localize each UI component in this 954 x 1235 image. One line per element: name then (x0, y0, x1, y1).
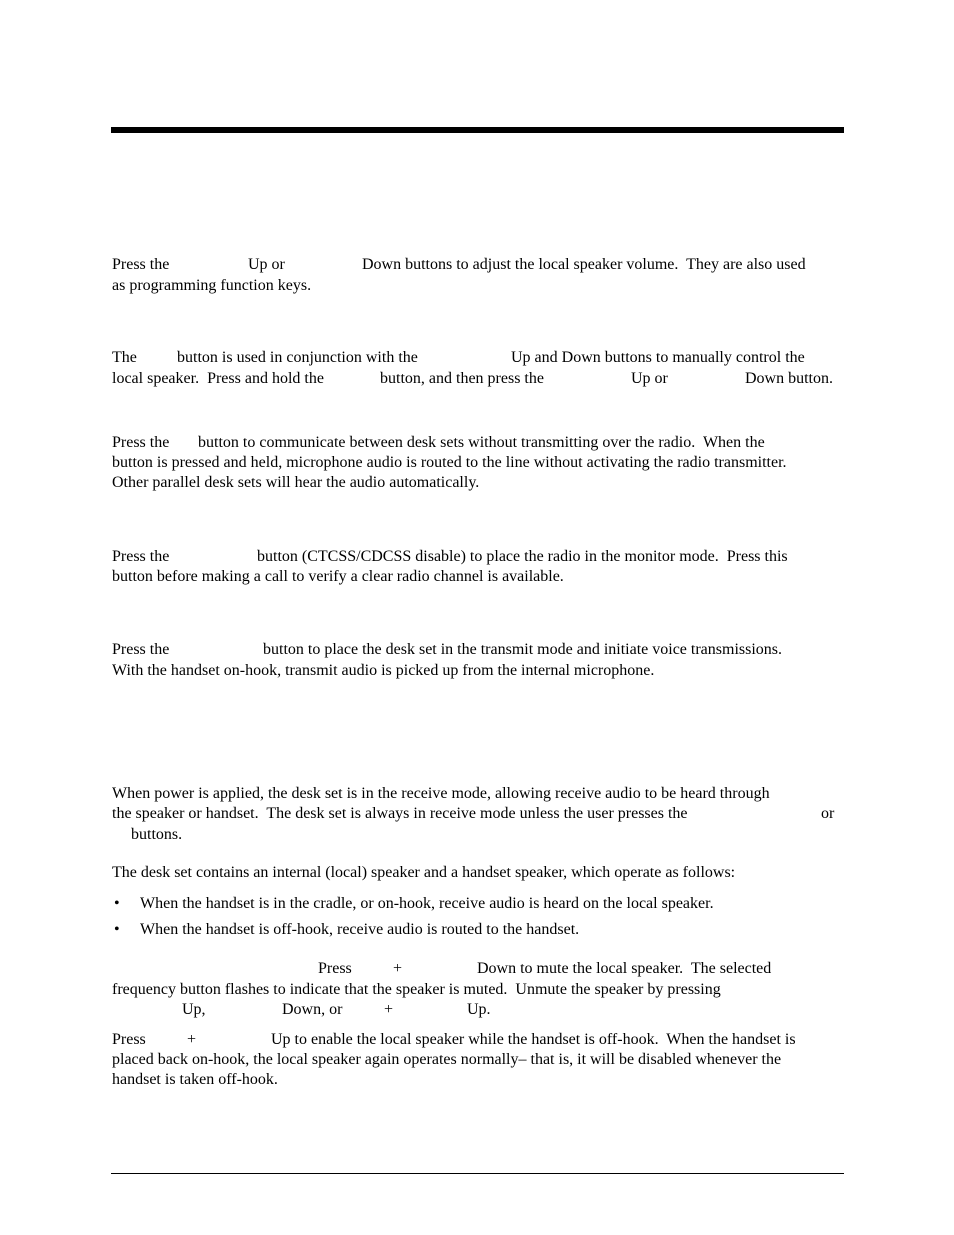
text: as programming function keys. (112, 277, 312, 294)
list-item: When the handset is in the cradle, or on-hook, receive audio is heard on the local speaker. (140, 895, 714, 912)
list-item: When the handset is off-hook, receive audio is routed to the handset. (140, 921, 580, 938)
text: Up, (182, 1001, 206, 1018)
text: Press the (112, 548, 170, 565)
text: button is used in conjunction with the (177, 349, 418, 366)
text: Press the (112, 641, 170, 658)
text: The (112, 349, 137, 366)
text: Other parallel desk sets will hear the audio automatically. (112, 474, 480, 491)
text: + (187, 1031, 197, 1048)
text: Up and Down buttons to manually control the (511, 349, 805, 366)
text: + (393, 960, 403, 977)
text: or (821, 805, 835, 822)
text: Press the (112, 256, 170, 273)
text: Up. (467, 1001, 491, 1018)
text: Up or (631, 370, 668, 387)
text: Press the (112, 434, 170, 451)
text: button to place the desk set in the transmit mode and initiate voice transmissions. (263, 641, 783, 658)
text: placed back on-hook, the local speaker again operates normally– that is, it will be disabled whenever the (112, 1051, 782, 1068)
text: Press (112, 1031, 146, 1048)
footer-rule (111, 1173, 844, 1174)
header-rule (111, 127, 844, 133)
text: local speaker. Press and hold the (112, 370, 324, 387)
text: buttons. (131, 826, 183, 843)
bullet-marker: • (114, 895, 120, 912)
text: Up to enable the local speaker while the handset is off-hook. When the handset is (271, 1031, 796, 1048)
text: button to communicate between desk sets without transmitting over the radio. When the (198, 434, 765, 451)
text: button (CTCSS/CDCSS disable) to place the radio in the monitor mode. Press this (257, 548, 788, 565)
text: Down, or (282, 1001, 343, 1018)
text: The desk set contains an internal (local) speaker and a handset speaker, which operate as follows: (112, 864, 736, 881)
text: Down to mute the local speaker. The selected (477, 960, 772, 977)
text: Down button. (745, 370, 833, 387)
text: Down buttons to adjust the local speaker volume. They are also used (362, 256, 806, 273)
text: Up or (248, 256, 285, 273)
text: frequency button flashes to indicate that the speaker is muted. Unmute the speaker by pressing (112, 981, 721, 998)
bullet-marker: • (114, 921, 120, 938)
text: With the handset on-hook, transmit audio is picked up from the internal microphone. (112, 662, 655, 679)
text: Press (318, 960, 352, 977)
text: button before making a call to verify a clear radio channel is available. (112, 568, 564, 585)
text: When power is applied, the desk set is in the receive mode, allowing receive audio to be heard through (112, 785, 770, 802)
text: handset is taken off-hook. (112, 1071, 278, 1088)
text: button is pressed and held, microphone audio is routed to the line without activating the radio transmitter. (112, 454, 787, 471)
text: button, and then press the (380, 370, 544, 387)
text: the speaker or handset. The desk set is always in receive mode unless the user presses the (112, 805, 688, 822)
text: + (384, 1001, 394, 1018)
